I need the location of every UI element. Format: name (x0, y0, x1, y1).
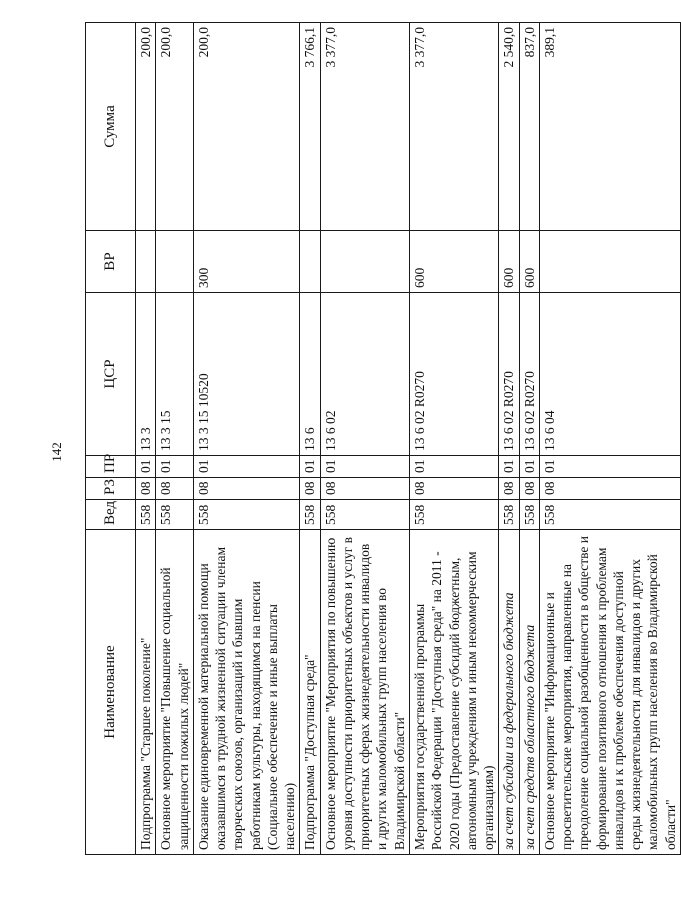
cell-pr: 01 (519, 456, 539, 478)
cell-rz: 08 (539, 478, 680, 500)
cell-name: за счет средств областного бюджета (519, 530, 539, 855)
cell-csr: 13 6 02 (320, 293, 409, 456)
cell-ved: 558 (156, 500, 194, 530)
rotated-table-container (85, 23, 678, 855)
cell-rz: 08 (499, 478, 519, 500)
cell-csr: 13 6 02 R0270 (519, 293, 539, 456)
cell-name: Подпрограмма "Доступная среда" (300, 530, 320, 855)
cell-vr (539, 231, 680, 293)
page-number: 142 (49, 442, 64, 462)
cell-ved: 558 (539, 500, 680, 530)
cell-pr: 01 (499, 456, 519, 478)
cell-vr (156, 231, 194, 293)
cell-rz: 08 (300, 478, 320, 500)
cell-rz: 08 (320, 478, 409, 500)
cell-ved: 558 (300, 500, 320, 530)
cell-vr: 600 (499, 231, 519, 293)
cell-ved: 558 (136, 500, 156, 530)
cell-vr: 600 (519, 231, 539, 293)
cell-name: Основное мероприятие "Повышение социальной защищенности пожилых людей" (156, 530, 194, 855)
cell-sum: 3 377,0 (320, 23, 409, 231)
cell-vr (136, 231, 156, 293)
cell-csr: 13 3 15 (156, 293, 194, 456)
table-row (320, 23, 409, 855)
cell-vr (300, 231, 320, 293)
cell-pr: 01 (136, 456, 156, 478)
header-csr: ЦСР (86, 293, 136, 456)
cell-ved: 558 (499, 500, 519, 530)
cell-name: Основное мероприятие "Мероприятия по повышению уровня доступности приоритетных объектов и услуг в приоритетных сферах жизнедеятельности инвалидов и других маломобильных групп населения во Владимирской области" (320, 530, 409, 855)
table-row (193, 23, 300, 855)
cell-vr (320, 231, 409, 293)
budget-table (85, 22, 681, 855)
cell-sum: 3 377,0 (409, 23, 498, 231)
table-row (499, 23, 519, 855)
cell-rz: 08 (193, 478, 300, 500)
cell-vr: 600 (409, 231, 498, 293)
cell-pr: 01 (300, 456, 320, 478)
cell-sum: 837,0 (519, 23, 539, 231)
cell-csr: 13 3 15 10520 (193, 293, 300, 456)
header-vr: ВР (86, 231, 136, 293)
cell-sum: 389,1 (539, 23, 680, 231)
cell-sum: 3 766,1 (300, 23, 320, 231)
cell-pr: 01 (539, 456, 680, 478)
cell-rz: 08 (409, 478, 498, 500)
table-row (539, 23, 680, 855)
cell-rz: 08 (519, 478, 539, 500)
cell-sum: 200,0 (136, 23, 156, 231)
cell-sum: 200,0 (156, 23, 194, 231)
cell-ved: 558 (320, 500, 409, 530)
table-row (156, 23, 194, 855)
cell-name: Мероприятия государственной программы Российской Федерации "Доступная среда" на 2011 - 2020 годы (Предоставление субсидий бюджетным, автономным учреждениям и иным некоммерческим организациям) (409, 530, 498, 855)
cell-csr: 13 3 (136, 293, 156, 456)
cell-pr: 01 (409, 456, 498, 478)
cell-name: Основное мероприятие "Информационные и просветительские мероприятия, направленные на преодоление социальной разобщенности в обществе и формирование позитивного отношения к проблемам инвалидов и к проблеме обеспечения доступной среды жизнедеятельности для инвалидов и других маломобильных групп населения во Владимирской области" (539, 530, 680, 855)
table-body (136, 23, 681, 855)
cell-rz: 08 (136, 478, 156, 500)
cell-vr: 300 (193, 231, 300, 293)
header-rz: РЗ (86, 478, 136, 500)
table-row (409, 23, 498, 855)
cell-ved: 558 (519, 500, 539, 530)
cell-ved: 558 (409, 500, 498, 530)
table-header-row (86, 23, 136, 855)
table-row (136, 23, 156, 855)
cell-pr: 01 (156, 456, 194, 478)
cell-pr: 01 (320, 456, 409, 478)
cell-sum: 200,0 (193, 23, 300, 231)
header-pr: ПР (86, 456, 136, 478)
cell-name: за счет субсидии из федерального бюджета (499, 530, 519, 855)
header-ved: Вед (86, 500, 136, 530)
cell-name: Подпрограмма "Старшее поколение" (136, 530, 156, 855)
cell-csr: 13 6 02 R0270 (499, 293, 519, 456)
cell-rz: 08 (156, 478, 194, 500)
cell-csr: 13 6 (300, 293, 320, 456)
cell-csr: 13 6 04 (539, 293, 680, 456)
cell-sum: 2 540,0 (499, 23, 519, 231)
table-row (519, 23, 539, 855)
cell-name: Оказание единовременной материальной помощи оказавшимся в трудной жизненной ситуации членам творческих союзов, организаций и бывшим работникам культуры, находящимся на пенсии (Социальное обеспечение и иные выплаты населению) (193, 530, 300, 855)
cell-ved: 558 (193, 500, 300, 530)
header-sum: Сумма (86, 23, 136, 231)
table-row (300, 23, 320, 855)
cell-csr: 13 6 02 R0270 (409, 293, 498, 456)
cell-pr: 01 (193, 456, 300, 478)
header-name: Наименование (86, 530, 136, 855)
